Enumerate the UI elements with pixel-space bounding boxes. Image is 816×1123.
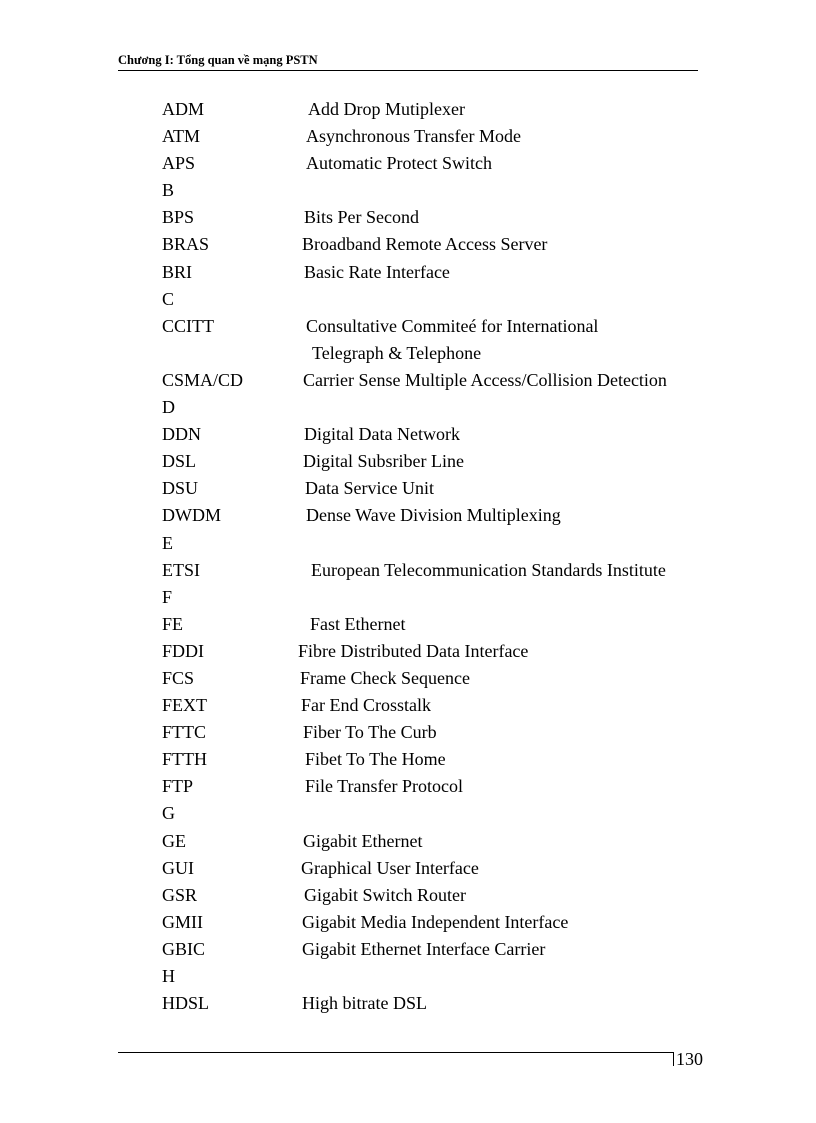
abbreviation-term: CCITT <box>162 315 214 336</box>
glossary-row <box>162 96 702 123</box>
abbreviation-term: APS <box>162 153 196 174</box>
abbreviation-definition: File Transfer Protocol <box>305 776 464 797</box>
glossary-row <box>162 475 702 502</box>
abbreviation-term: D <box>162 397 175 418</box>
abbreviation-definition: Fast Ethernet <box>310 613 406 634</box>
abbreviation-term: ADM <box>162 99 205 119</box>
abbreviation-term: ETSI <box>162 559 200 580</box>
abbreviation-term: GBIC <box>162 938 206 959</box>
abbreviation-term: FEXT <box>162 695 207 716</box>
abbreviation-definition: Basic Rate Interface <box>304 261 450 282</box>
glossary-row <box>162 990 702 1017</box>
header-rule <box>118 70 698 71</box>
abbreviation-definition: Gigabit Switch Router <box>304 884 466 905</box>
glossary-row <box>162 394 702 421</box>
glossary-row <box>162 692 702 719</box>
abbreviation-definition: Graphical User Interface <box>301 857 479 878</box>
glossary-row <box>162 231 702 258</box>
abbreviation-definition: Gigabit Ethernet Interface Carrier <box>302 938 546 959</box>
abbreviation-definition: Dense Wave Division Multiplexing <box>306 505 561 526</box>
abbreviation-definition: Fiber To The Curb <box>303 722 437 743</box>
abbreviation-term: GSR <box>162 884 198 905</box>
abbreviation-term: FDDI <box>162 640 205 661</box>
abbreviation-term: FE <box>162 613 184 634</box>
glossary-row <box>162 638 702 665</box>
abbreviation-term: ATM <box>162 126 201 147</box>
footer-rule-tick <box>673 1052 674 1066</box>
glossary-row <box>162 530 702 557</box>
abbreviation-term: DDN <box>162 424 201 445</box>
abbreviation-definition: High bitrate DSL <box>302 993 427 1014</box>
abbreviation-term: E <box>162 532 173 553</box>
abbreviation-term: F <box>162 586 173 607</box>
glossary-row <box>162 665 702 692</box>
abbreviation-definition: Automatic Protect Switch <box>306 153 492 174</box>
abbreviation-term: G <box>162 803 175 824</box>
glossary-row <box>162 719 702 746</box>
abbreviation-definition: Consultative Commiteé for International <box>306 315 599 336</box>
abbreviation-term: GMII <box>162 911 203 932</box>
abbreviation-term: DWDM <box>162 505 221 526</box>
abbreviation-definition: Broadband Remote Access Server <box>302 234 548 255</box>
abbreviation-definition: Add Drop Mutiplexer <box>308 99 465 119</box>
abbreviation-definition: Bits Per Second <box>304 207 419 228</box>
glossary-row <box>162 584 702 611</box>
footer-rule <box>118 1052 674 1053</box>
glossary-row <box>162 421 702 448</box>
abbreviation-term: FTTC <box>162 722 207 743</box>
abbreviation-term: BRAS <box>162 234 210 255</box>
glossary-row <box>162 150 702 177</box>
abbreviation-term: DSU <box>162 478 199 499</box>
glossary-row <box>162 909 702 936</box>
abbreviation-term: GUI <box>162 857 194 878</box>
abbreviation-term: FCS <box>162 667 195 688</box>
abbreviation-definition: Far End Crosstalk <box>301 695 431 716</box>
glossary-row <box>162 557 702 584</box>
glossary-row <box>162 502 702 529</box>
abbreviation-definition: Frame Check Sequence <box>300 667 470 688</box>
page-number: 130 <box>676 1049 703 1069</box>
abbreviation-term: CSMA/CD <box>162 369 244 390</box>
abbreviation-definition: Data Service Unit <box>305 478 434 499</box>
glossary-row <box>162 313 702 340</box>
glossary-row <box>162 123 702 150</box>
abbreviation-term: GE <box>162 830 186 851</box>
running-header: Chương I: Tổng quan về mạng PSTN <box>118 53 318 67</box>
glossary-row <box>162 800 702 827</box>
abbreviation-term: BRI <box>162 261 193 282</box>
glossary-row <box>162 773 702 800</box>
abbreviation-definition: European Telecommunication Standards Institute <box>311 559 666 580</box>
abbreviation-definition: Carrier Sense Multiple Access/Collision Detection <box>303 369 667 390</box>
glossary-row <box>162 611 702 638</box>
glossary-row <box>162 367 702 394</box>
glossary-row <box>162 963 702 990</box>
abbreviation-term: B <box>162 180 175 201</box>
abbreviation-term: DSL <box>162 451 197 472</box>
abbreviation-term: FTTH <box>162 749 207 770</box>
abbreviation-term: HDSL <box>162 993 210 1014</box>
abbreviation-definition: Telegraph & Telephone <box>312 342 482 363</box>
glossary-row <box>162 204 702 231</box>
glossary-row <box>162 746 702 773</box>
abbreviation-definition: Gigabit Ethernet <box>303 830 423 851</box>
abbreviation-definition: Digital Data Network <box>304 424 460 445</box>
abbreviation-term: C <box>162 288 175 309</box>
glossary-row <box>162 340 702 367</box>
glossary-row <box>162 448 702 475</box>
abbreviation-definition: Digital Subsriber Line <box>303 451 464 472</box>
glossary-row <box>162 855 702 882</box>
abbreviation-term: H <box>162 966 175 986</box>
glossary-row <box>162 936 702 963</box>
glossary-row <box>162 286 702 313</box>
abbreviation-term: FTP <box>162 776 194 797</box>
glossary-row <box>162 828 702 855</box>
abbreviation-definition: Fibre Distributed Data Interface <box>298 640 529 661</box>
abbreviation-term: BPS <box>162 207 195 228</box>
glossary-row <box>162 177 702 204</box>
abbreviation-list <box>162 96 702 1017</box>
glossary-row <box>162 882 702 909</box>
abbreviation-definition: Gigabit Media Independent Interface <box>302 911 569 932</box>
glossary-row <box>162 259 702 286</box>
abbreviation-definition: Asynchronous Transfer Mode <box>306 126 521 147</box>
abbreviation-definition: Fibet To The Home <box>305 749 446 770</box>
